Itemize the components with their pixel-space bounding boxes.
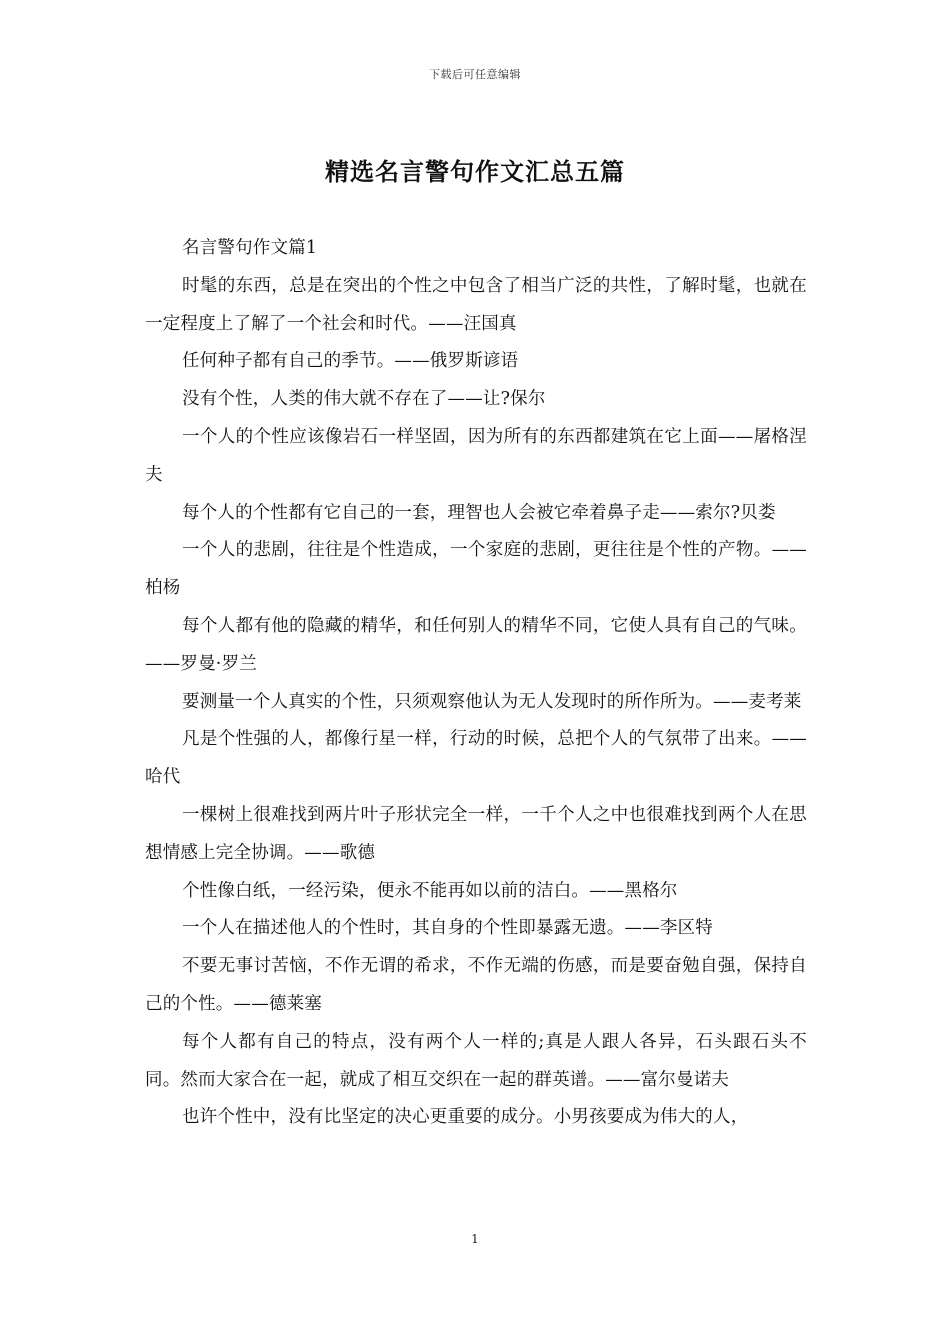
quote-paragraph: 任何种子都有自己的季节。——俄罗斯谚语 xyxy=(182,351,519,372)
quote-paragraph: 时髦的东西，总是在突出的个性之中包含了相当广泛的共性，了解时髦，也就在一定程度上了解了一个社会和时代。——汪国真 xyxy=(145,275,807,334)
page-number: 1 xyxy=(471,1232,479,1246)
document-title: 精选名言警句作文汇总五篇 xyxy=(325,157,625,186)
quote-paragraph: 个性像白纸，一经污染，便永不能再如以前的洁白。——黑格尔 xyxy=(182,880,678,901)
document-body xyxy=(145,230,807,1137)
quote-paragraph: 一棵树上很难找到两片叶子形状完全一样，一千个人之中也很难找到两个人在思想情感上完全协调。——歌德 xyxy=(145,804,807,863)
quote-paragraph: 每个人都有自己的特点，没有两个人一样的;真是人跟人各异，石头跟石头不同。然而大家合在一起，就成了相互交织在一起的群英谱。——富尔曼诺夫 xyxy=(145,1031,807,1090)
quote-paragraph: 每个人都有他的隐藏的精华，和任何别人的精华不同，它使人具有自己的气味。——罗曼·罗兰 xyxy=(145,615,807,674)
download-note: 下载后可任意编辑 xyxy=(429,68,521,81)
quote-paragraph: 不要无事讨苦恼，不作无谓的希求，不作无端的伤感，而是要奋勉自强，保持自己的个性。——德莱塞 xyxy=(145,956,807,1014)
quote-paragraph: 没有个性，人类的伟大就不存在了——让?保尔 xyxy=(182,389,546,410)
quote-paragraph: 凡是个性强的人，都像行星一样，行动的时候，总把个人的气氛带了出来。——哈代 xyxy=(145,729,807,788)
section-heading: 名言警句作文篇1 xyxy=(182,238,318,258)
quote-paragraph: 也许个性中，没有比坚定的决心更重要的成分。小男孩要成为伟大的人， xyxy=(182,1107,749,1128)
quote-paragraph: 一个人的悲剧，往往是个性造成，一个家庭的悲剧，更往往是个性的产物。——柏杨 xyxy=(145,540,807,599)
quote-paragraph: 一个人在描述他人的个性时，其自身的个性即暴露无遗。——李区特 xyxy=(182,918,713,939)
quote-paragraph: 一个人的个性应该像岩石一样坚固，因为所有的东西都建筑在它上面——屠格涅夫 xyxy=(145,426,807,485)
quote-paragraph: 要测量一个人真实的个性，只须观察他认为无人发现时的所作所为。——麦考莱 xyxy=(182,691,802,712)
quote-paragraph: 每个人的个性都有它自己的一套，理智也人会被它牵着鼻子走——索尔?贝娄 xyxy=(182,502,776,523)
